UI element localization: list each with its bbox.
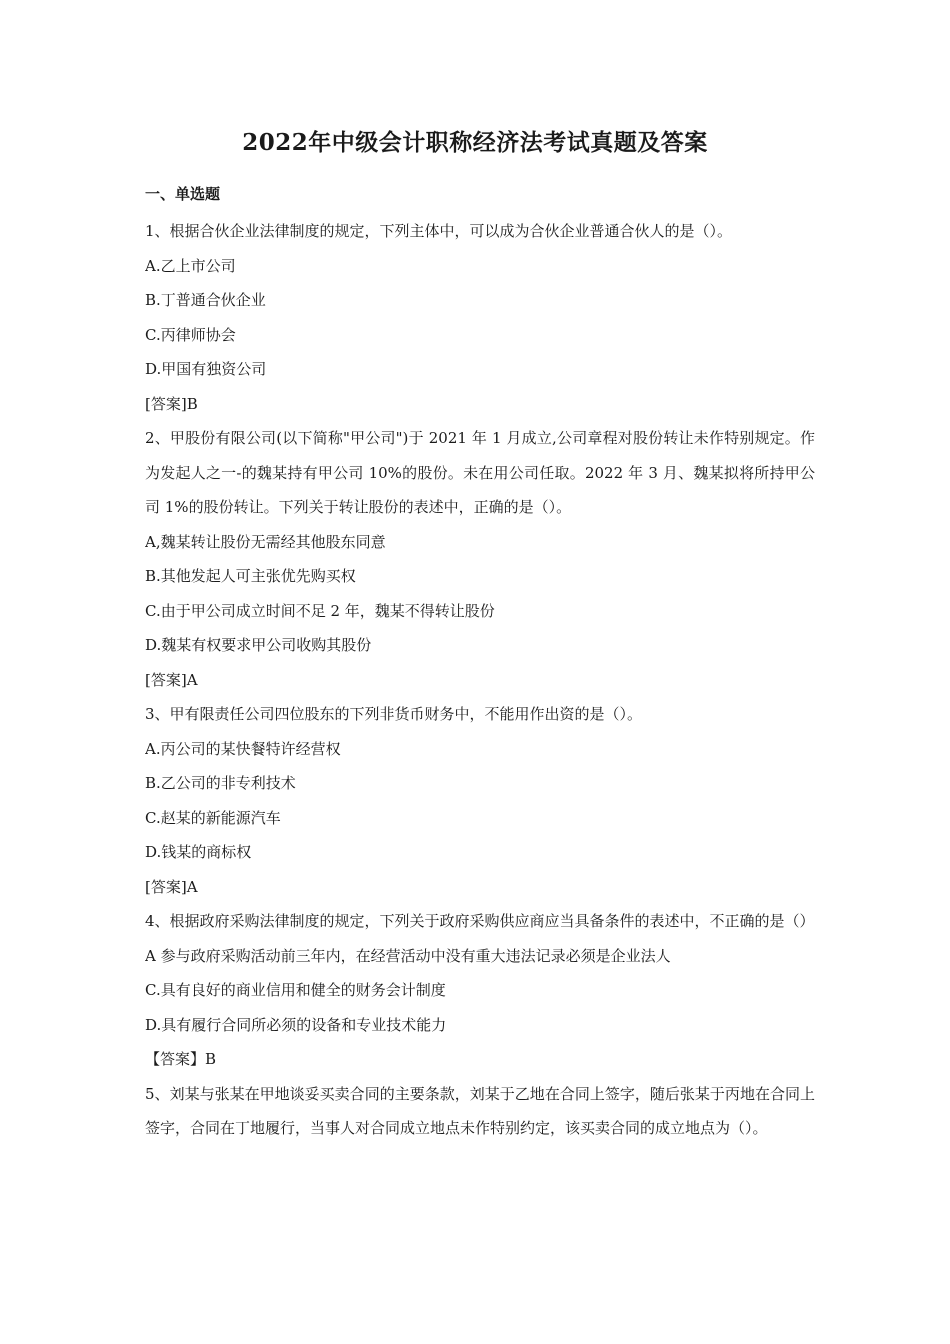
option-c: C.赵某的新能源汽车 bbox=[145, 808, 281, 827]
option-a: A.乙上市公司 bbox=[145, 256, 236, 275]
question-text: 1、根据合伙企业法律制度的规定，下列主体中，可以成为合伙企业普通合伙人的是（）。 bbox=[145, 222, 733, 240]
question-1 bbox=[145, 214, 815, 421]
option-d: D.钱某的商标权 bbox=[145, 843, 252, 861]
answer-label: [答案]B bbox=[145, 394, 198, 413]
document-body bbox=[145, 180, 815, 1146]
question-5 bbox=[145, 1077, 815, 1146]
answer-label: [答案]A bbox=[145, 877, 198, 896]
option-d: D.魏某有权要求甲公司收购其股份 bbox=[145, 636, 372, 654]
option-d: D.甲国有独资公司 bbox=[145, 360, 267, 378]
option-b: B.乙公司的非专利技术 bbox=[145, 774, 296, 792]
question-4 bbox=[145, 904, 815, 1077]
answer-label: 【答案】B bbox=[145, 1050, 217, 1068]
section-heading: 一、单选题 bbox=[145, 185, 221, 203]
option-b: B.丁普通合伙企业 bbox=[145, 291, 266, 309]
option-c: C.具有良好的商业信用和健全的财务会计制度 bbox=[145, 981, 446, 999]
question-text: 5、刘某与张某在甲地谈妥买卖合同的主要条款，刘某于乙地在合同上签字，随后张某于丙地在合同上签字，合同在丁地履行，当事人对合同成立地点未作特别约定，该买卖合同的成立地点为（）。 bbox=[145, 1084, 815, 1137]
option-a: A,魏某转让股份无需经其他股东同意 bbox=[145, 532, 386, 551]
question-text: 2、甲股份有限公司(以下简称"甲公司")于 2021 年 1 月成立,公司章程对股份转让未作特别规定。作为发起人之一-的魏某持有甲公司 10%的股份。未在用公司任取。2022 年 3 月、魏某拟将所持甲公司 1%的股份转让。下列关于转让股份的表述中，正确的是（）。 bbox=[145, 429, 815, 516]
option-b: B.其他发起人可主张优先购买权 bbox=[145, 567, 356, 585]
option-a: A.丙公司的某快餐特许经营权 bbox=[145, 739, 341, 758]
question-text: 3、甲有限责任公司四位股东的下列非货币财务中，不能用作出资的是（）。 bbox=[145, 705, 643, 723]
option-c: C.丙律师协会 bbox=[145, 325, 236, 344]
question-2 bbox=[145, 421, 815, 697]
answer-label: [答案]A bbox=[145, 670, 198, 689]
option-a: A 参与政府采购活动前三年内，在经营活动中没有重大违法记录必须是企业法人 bbox=[145, 946, 671, 965]
question-3 bbox=[145, 697, 815, 904]
option-c: C.由于甲公司成立时间不足 2 年，魏某不得转让股份 bbox=[145, 601, 495, 620]
document-title: 2022年中级会计职称经济法考试真题及答案 bbox=[242, 129, 708, 156]
question-text: 4、根据政府采购法律制度的规定，下列关于政府采购供应商应当具备条件的表述中，不正确的是（） bbox=[145, 912, 815, 930]
option-d: D.具有履行合同所必须的设备和专业技术能力 bbox=[145, 1015, 447, 1034]
